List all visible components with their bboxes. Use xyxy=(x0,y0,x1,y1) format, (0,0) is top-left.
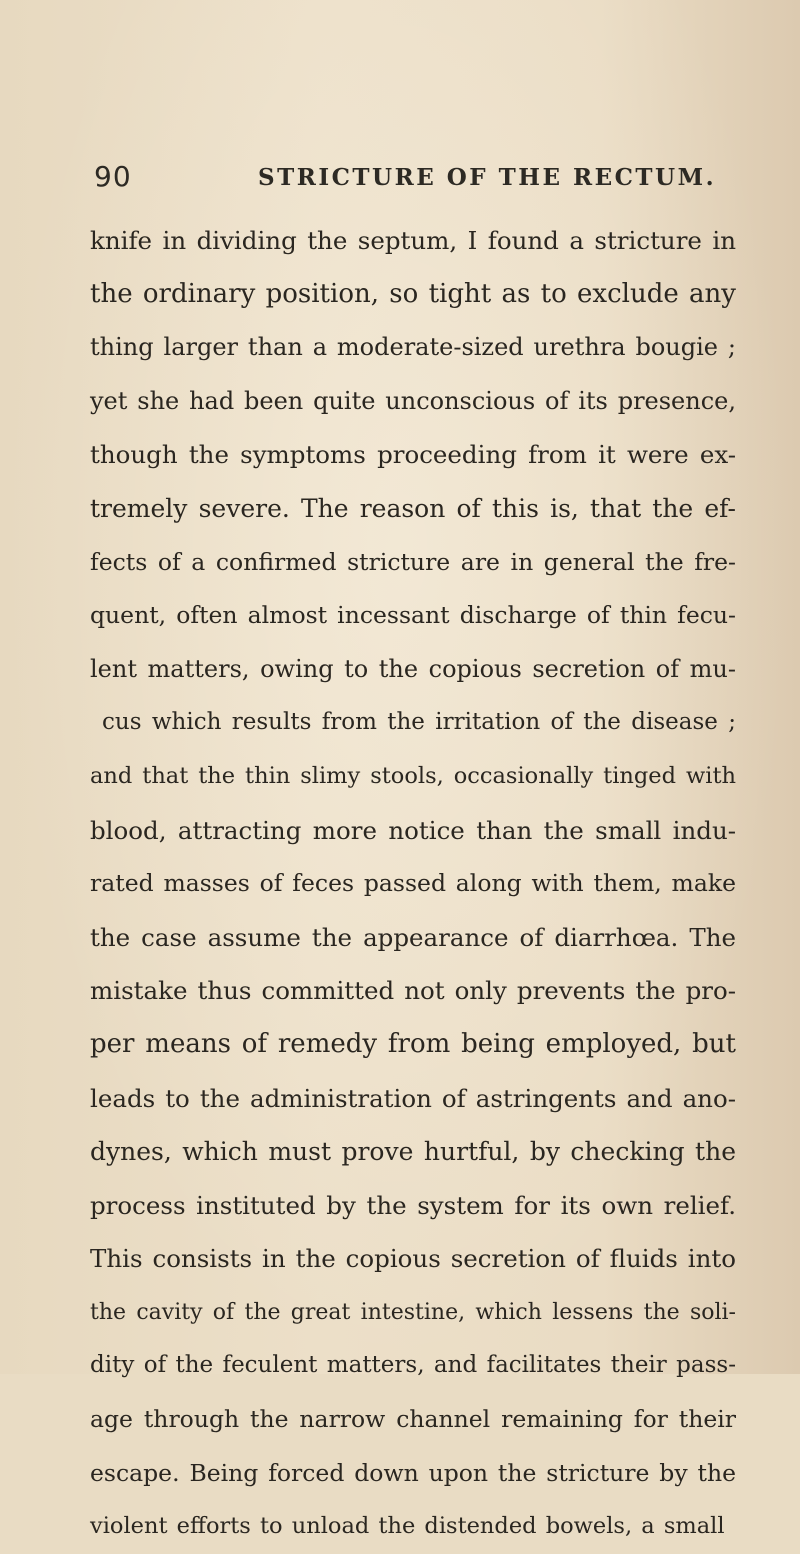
text-line: escape. Being forced down upon the stricture by the xyxy=(90,1458,736,1487)
text-line: rated masses of feces passed along with them, make xyxy=(90,869,736,898)
text-line: This consists in the copious secretion of fluids into xyxy=(90,1244,736,1274)
text-line: per means of remedy from being employed, but xyxy=(90,1028,736,1059)
text-line: knife in dividing the septum, I found a stricture in xyxy=(90,226,736,255)
text-line: age through the narrow channel remaining for their xyxy=(90,1405,736,1434)
text-line: and that the thin slimy stools, occasionally tinged with xyxy=(90,762,736,789)
text-line: mistake thus committed not only prevents the pro- xyxy=(90,976,736,1006)
text-line: quent, often almost incessant discharge of thin fecu- xyxy=(90,601,736,630)
text-line: tremely severe. The reason of this is, that the ef- xyxy=(90,493,736,523)
text-line: thing larger than a moderate-sized urethra bougie ; xyxy=(90,333,736,362)
text-line: fects of a confirmed stricture are in general the fre- xyxy=(90,547,736,576)
text-line: though the symptoms proceeding from it were ex- xyxy=(90,440,736,470)
text-line: cus which results from the irritation of the disease ; xyxy=(102,709,736,736)
text-line: leads to the administration of astringents and ano- xyxy=(90,1083,736,1113)
page-number: 90 xyxy=(94,160,132,193)
text-line: dynes, which must prove hurtful, by checking the xyxy=(90,1137,736,1167)
text-line: lent matters, owing to the copious secretion of mu- xyxy=(90,654,736,683)
text-line: the case assume the appearance of diarrhœa. The xyxy=(90,922,736,952)
text-line: the cavity of the great intestine, which lessens the soli- xyxy=(90,1299,736,1325)
text-line: yet she had been quite unconscious of its presence, xyxy=(90,386,736,415)
body-text xyxy=(90,214,736,1554)
text-line: process instituted by the system for its own relief. xyxy=(90,1190,736,1220)
text-line: blood, attracting more notice than the small indu- xyxy=(90,815,736,845)
running-title: STRICTURE OF THE RECTUM. xyxy=(258,164,717,191)
text-line: violent efforts to unload the distended bowels, a small xyxy=(90,1513,725,1540)
running-head xyxy=(0,160,800,200)
text-line: the ordinary position, so tight as to exclude any xyxy=(90,278,736,309)
text-line: dity of the feculent matters, and facilitates their pass- xyxy=(90,1352,736,1379)
